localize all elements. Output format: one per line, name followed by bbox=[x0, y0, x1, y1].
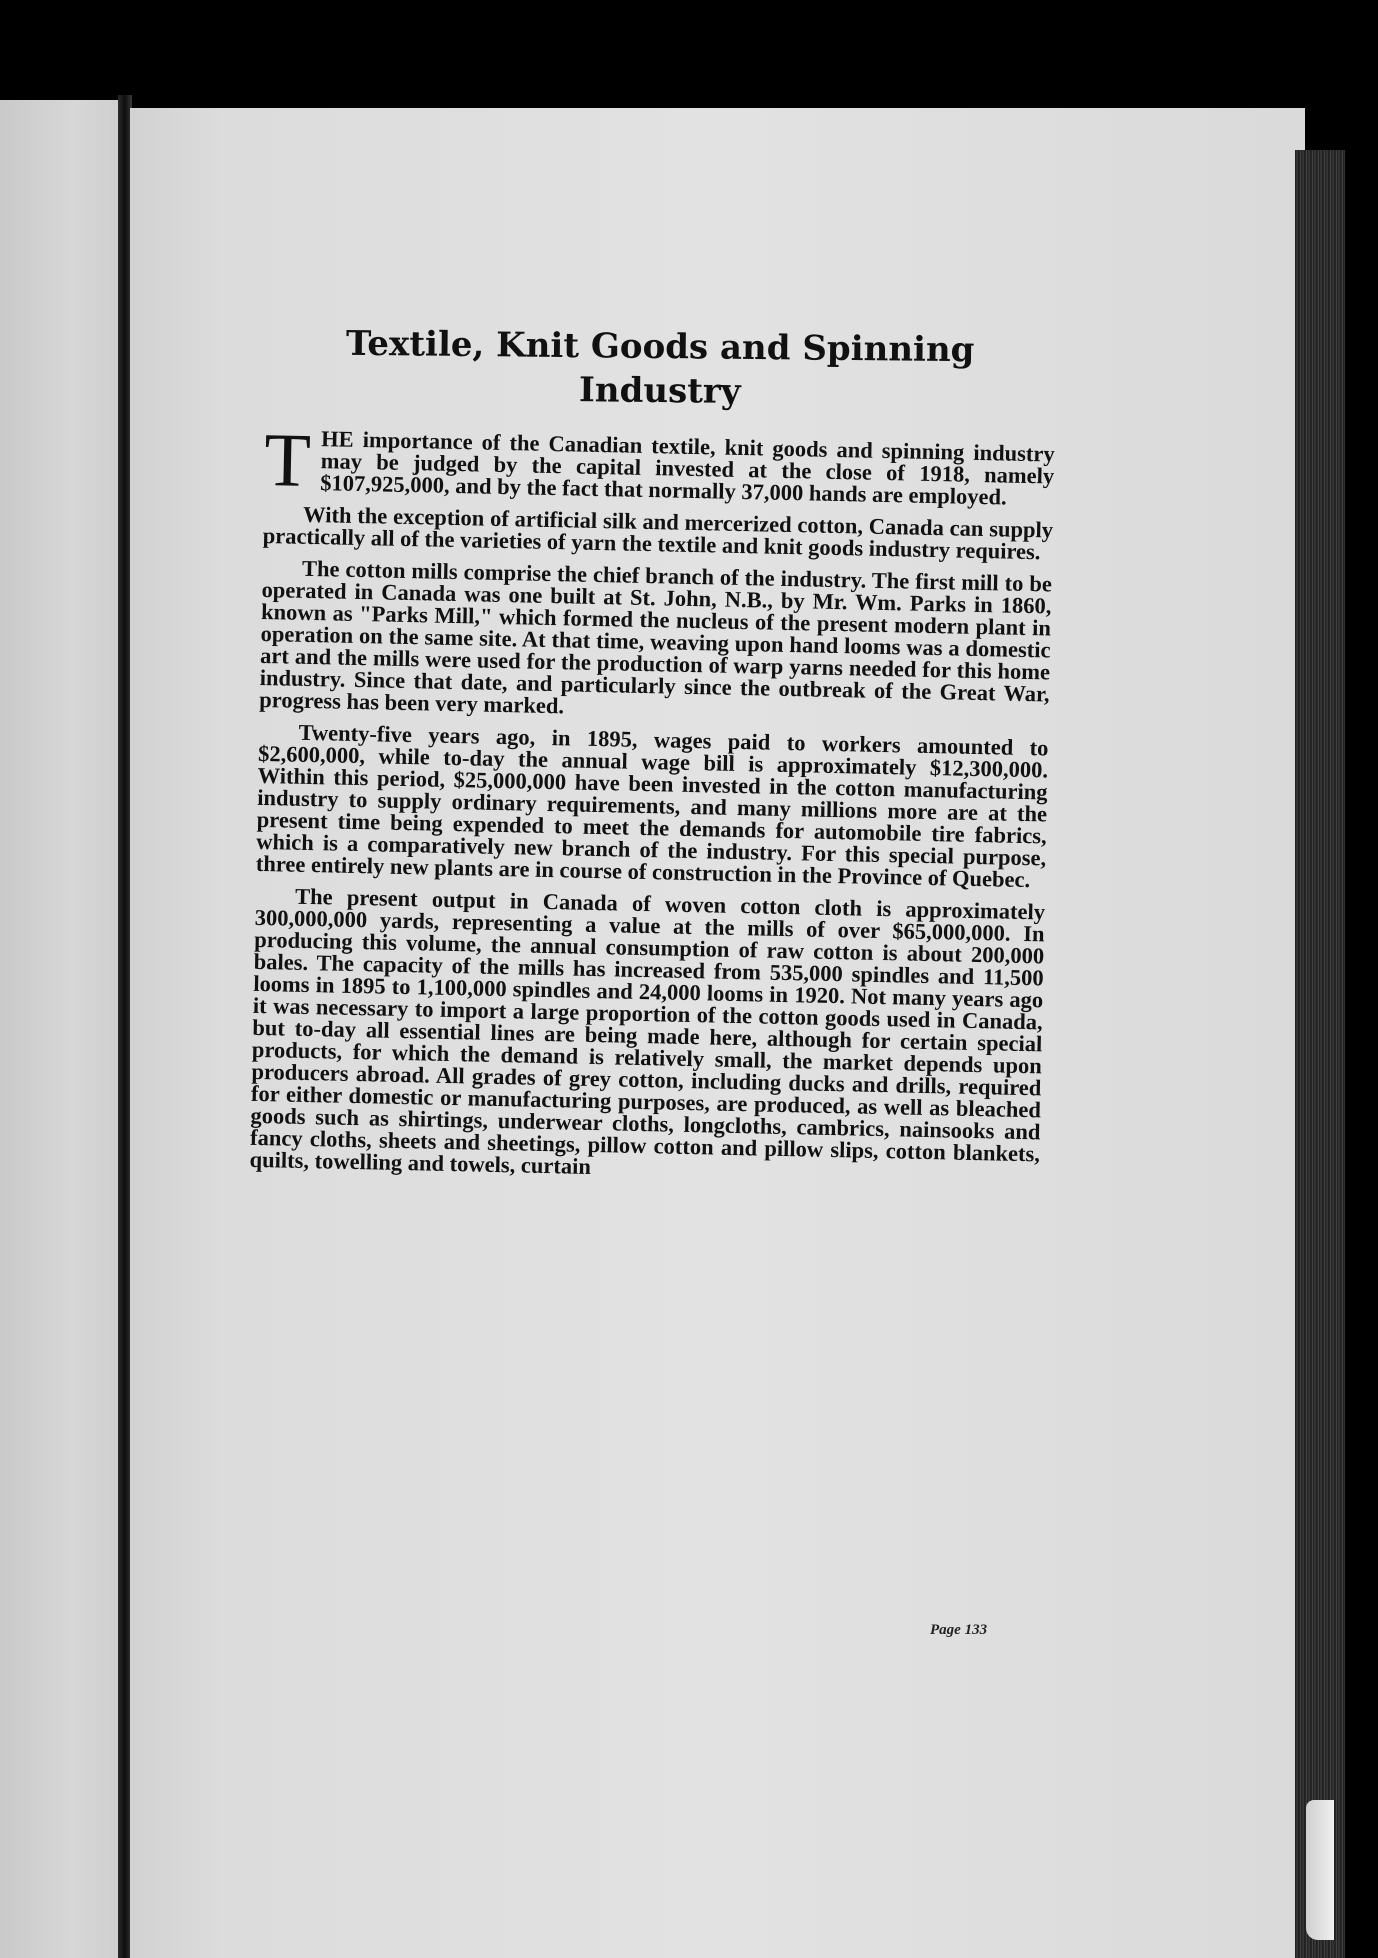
paragraph-4: Twenty-five years ago, in 1895, wages paid to workers amounted to $2,600,000, while to-day the annual wage bill is approximately $12,300,000. Within this period, $25,000,000 have been invested in the cotton manufacturing industry to supply ordinary requirements, and many millions more are at the present time being expended to meet the demands for automobile tire fabrics, which is a comparatively new branch of the industry. For this special purpose, three entirely new plants are in course of construction in the Province of Quebec. bbox=[255, 719, 1049, 893]
page-number: Page 133 bbox=[930, 1622, 988, 1638]
drop-cap: T bbox=[263, 418, 312, 503]
paragraph-1-text: HE importance of the Canadian textile, knit goods and spinning industry may be judged by the capital invested at the close of 1918, namely $107,925,000, and by the fact that normally 37,000 hands are employed. bbox=[320, 426, 1055, 510]
page-stack-edges bbox=[1295, 150, 1345, 1958]
page-title: Textile, Knit Goods and Spinning Industry bbox=[345, 323, 975, 412]
paragraph-5: The present output in Canada of woven cotton cloth is approximately 300,000,000 yards, representing a value at the mills of over $65,000,000. In producing this volume, the annual consumption of raw cotton is about 200,000 bales. The capacity of the mills has increased from 535,000 spindles and 11,500 looms in 1895 to 1,100,000 spindles and 24,000 looms in 1920. Not many years ago it was necessary to import a large proportion of the cotton goods used in Canada, but to-day all essential lines are being made here, although for certain special products, for which the demand is relatively small, the market depends upon producers abroad. All grades of grey cotton, including ducks and drills, required for either domestic or manufacturing purposes, are produced, as well as bleached goods such as shirtings, underwear cloths, longcloths, cambrics, nainsooks and fancy cloths, sheets and sheetings, pillow cotton and pillow slips, cotton blankets, quilts, towelling and towels, curtain bbox=[249, 883, 1046, 1179]
paragraph-2: With the exception of artificial silk and mercerized cotton, Canada can supply practically all of the varieties of yarn the textile and knit goods industry requires. bbox=[262, 501, 1054, 565]
facing-page-edge bbox=[0, 100, 122, 1958]
article-body bbox=[249, 418, 1055, 1187]
paragraph-1 bbox=[263, 418, 1055, 510]
page-content bbox=[249, 323, 1055, 1181]
binder-clip-mark bbox=[1306, 1800, 1334, 1940]
paragraph-3: The cotton mills comprise the chief branch of the industry. The first mill to be operated in Canada was one built at St. John, N.B., by Mr. Wm. Parks in 1860, known as "Parks Mill," which formed the nucleus of the present modern plant in operation on the same site. At that time, weaving upon hand looms was a domestic art and the mills were used for the production of warp yarns needed for this home industry. Since that date, and particularly since the outbreak of the Great War, progress has been very marked. bbox=[259, 555, 1053, 719]
